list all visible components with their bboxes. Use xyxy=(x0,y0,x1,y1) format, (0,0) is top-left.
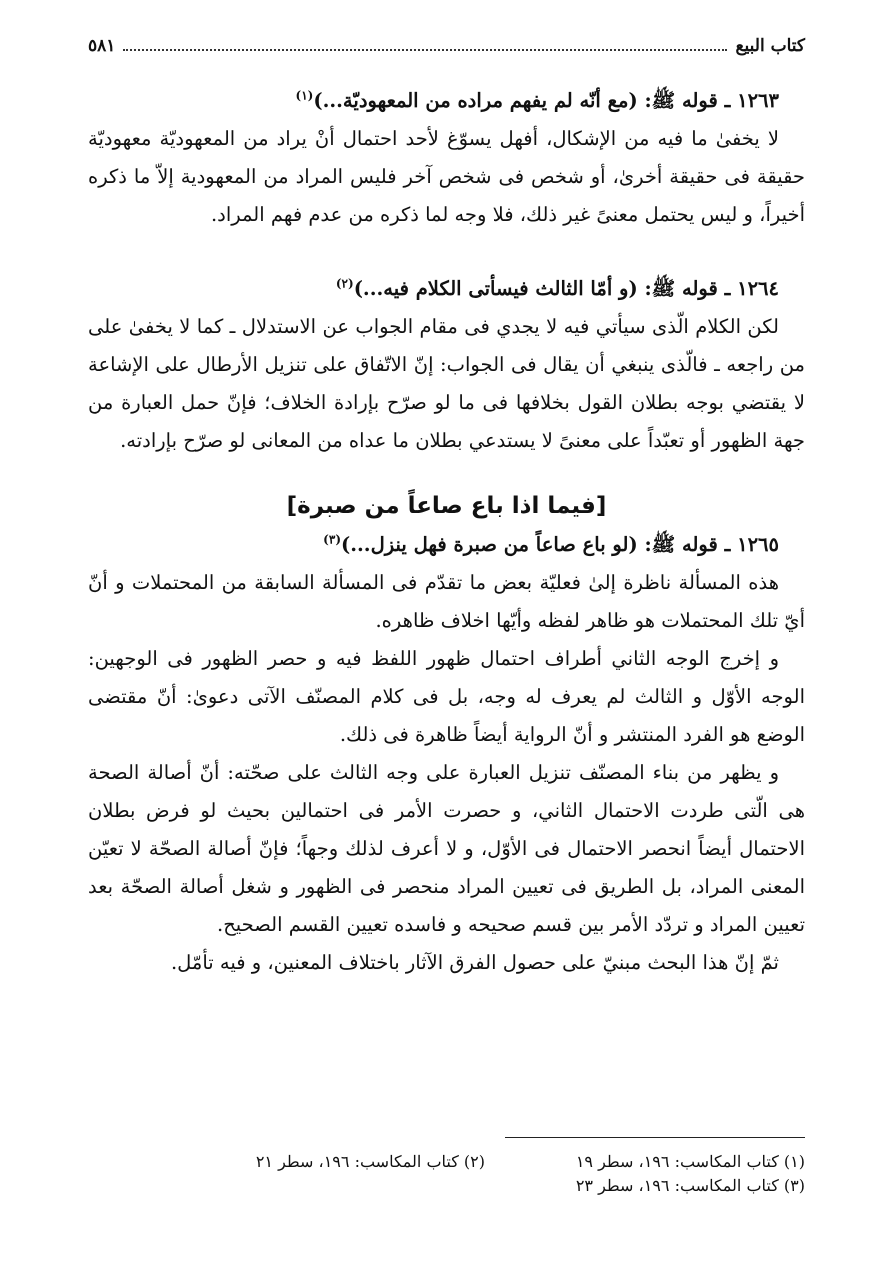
footnote-row xyxy=(88,1150,805,1174)
entry-heading-text: ١٢٦٥ ـ قوله ﷺ: (لو باع صاعاً من صبرة فهل ينزل...) xyxy=(341,533,779,556)
page-body xyxy=(88,82,805,982)
footnote-marker: (٢) xyxy=(335,276,354,291)
page-number: ٥٨١ xyxy=(88,36,116,56)
running-header-title: كتاب البيع xyxy=(735,36,805,56)
footnotes xyxy=(88,1150,805,1198)
section-paragraph: ثمّ إنّ هذا البحث مبنيّ على حصول الفرق الآثار باختلاف المعنين، و فيه تأمّل. xyxy=(170,951,779,974)
footnote-1: (١) كتاب المكاسب: ١٩٦، سطر ١٩ xyxy=(575,1152,805,1171)
spacer xyxy=(88,460,805,486)
entry-heading-1263 xyxy=(88,82,805,120)
footnote-marker: (٣) xyxy=(323,532,341,547)
section-title: [فيما اذا باع صاعاً من صبرة] xyxy=(286,493,607,519)
section-paragraph: و يظهر من بناء المصنّف تنزيل العبارة على وجه الثالث على صحّته: أنّ أصالة الصحة هى الّتى طردت الاحتمال الثاني، و حصرت الأمر فى احتمالين بحيث لو فرض بطلان الاحتمال أيضاً انحصر الاحتمال فى الأوّل، و لا أعرف لذلك وجهاً؛ فإنّ أصالة الصحّة لا تعيّن المعنى المراد، بل الطريق فى تعيين المراد منحصر فى الظهور و شغل أصالة الصحّة بعد تعيين المراد و تردّد الأمر بين قسم صحيحه و فاسده تعيين القسم الصحيح. xyxy=(88,761,805,936)
footnote-separator xyxy=(505,1137,805,1138)
footnote-marker: (١) xyxy=(295,88,314,103)
entry-paragraph: لا يخفىٰ ما فيه من الإشكال، أفهل يسوّغ لأحد احتمال أنْ يراد من المعهوديّة معهوديّة حقيقة فى حقيقة أخرىٰ، أو شخص فى شخص آخر فليس المراد من المعهودية إلاّ ما ذكره أخيراً، و ليس يحتمل معنىً غير ذلك، فلا وجه لما ذكره من عدم فهم المراد. xyxy=(88,127,805,226)
section-paragraph: هذه المسألة ناظرة إلىٰ فعليّة بعض ما تقدّم فى المسألة السابقة من المحتملات و أنّ أيّ تلك المحتملات هو ظاهر لفظه وأيّها اخلاف ظاهره. xyxy=(88,571,805,632)
footnote-3: (٣) كتاب المكاسب: ١٩٦، سطر ٢٣ xyxy=(575,1176,805,1195)
entry-heading-1265 xyxy=(88,526,805,564)
entry-heading-1264 xyxy=(88,270,805,308)
entry-heading-text: ١٢٦٣ ـ قوله ﷺ: (مع أنّه لم يفهم مراده من المعهوديّة...) xyxy=(313,89,779,112)
header-dot-leader xyxy=(123,49,727,51)
footnote-2: (٢) كتاب المكاسب: ١٩٦، سطر ٢١ xyxy=(255,1152,485,1171)
section-paragraph: و إخرج الوجه الثاني أطراف احتمال ظهور اللفظ فيه و حصر الظهور فى الوجهين: الوجه الأوّل و الثالث لم يعرف له وجه، بل فى كلام المصنّف الآتى دعوىٰ: أنّ مقتضى الوضع هو الفرد المنتشر و أنّ الرواية أيضاً ظاهرة فى ذلك. xyxy=(88,647,805,746)
entry-paragraph: لكن الكلام الّذى سيأتي فيه لا يجدي فى مقام الجواب عن الاستدلال ـ كما لا يخفىٰ على من راجعه ـ فالّذى ينبغي أن يقال فى الجواب: إنّ الاتّفاق على تنزيل الأرطال على الإشاعة لا يقتضي بوجه بطلان القول بخلافها فى ما لو صرّح بإرادة الخلاف؛ فإنّ حمل العبارة من جهة الظهور أو تعبّداً على معنىً لا يستدعي بطلان ما عداه من المعانى لو صرّح بإرادته. xyxy=(88,315,805,452)
footnote-row xyxy=(88,1174,805,1198)
entry-heading-text: ١٢٦٤ ـ قوله ﷺ: (و أمّا الثالث فيسأتى الكلام فيه...) xyxy=(353,277,779,300)
spacer xyxy=(88,234,805,270)
running-header xyxy=(88,36,805,60)
